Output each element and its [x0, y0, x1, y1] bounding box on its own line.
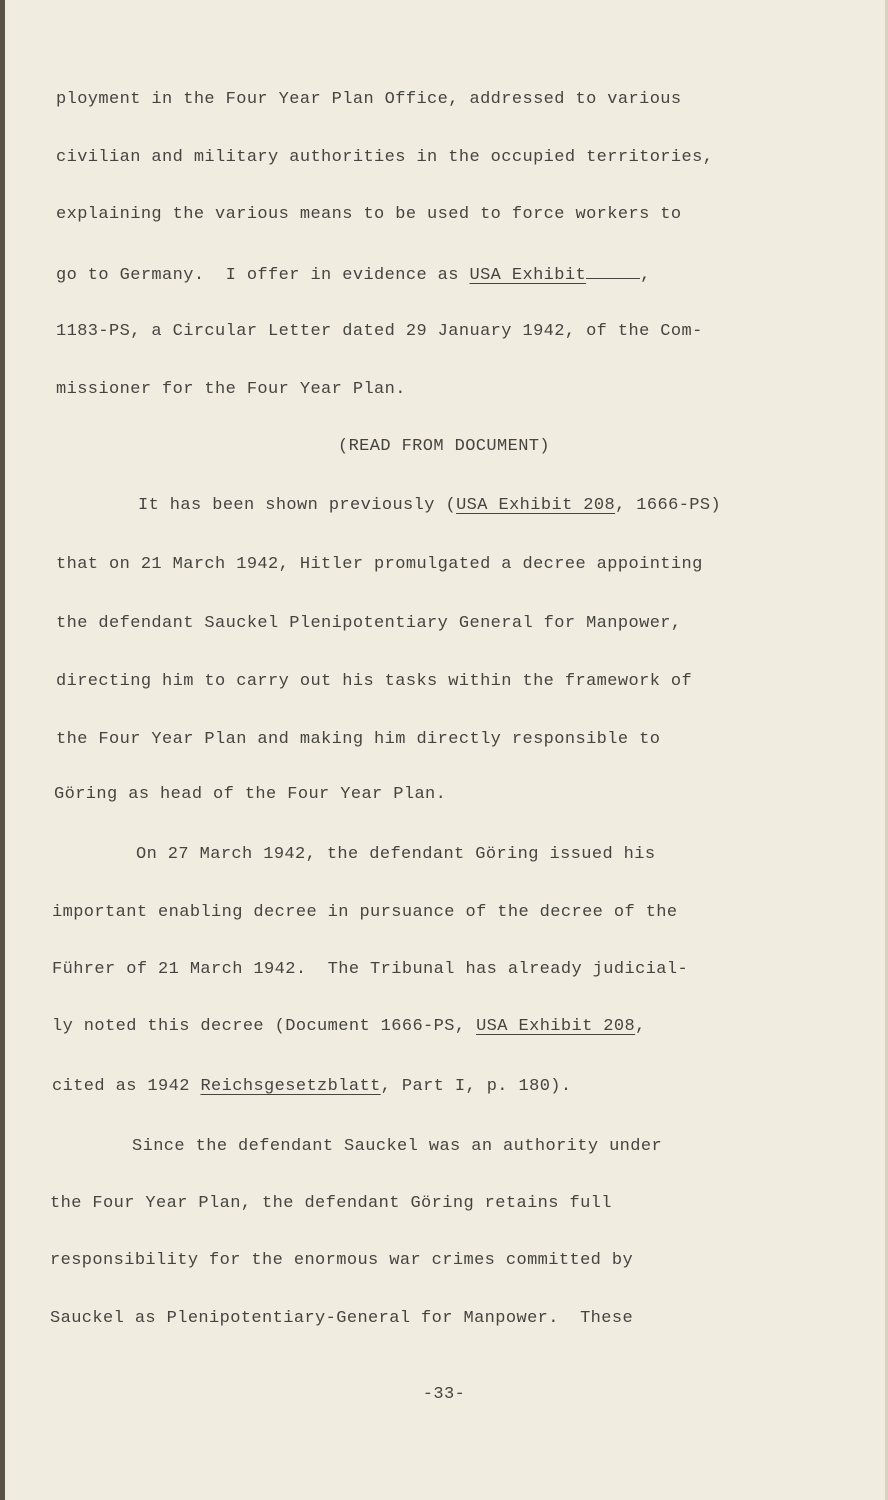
- p1-line-4-text: go to Germany. I offer in evidence as: [56, 266, 470, 285]
- p2-line-4: directing him to carry out his tasks within the framework of: [56, 672, 693, 691]
- p1-line-2: civilian and military authorities in the occupied territories,: [56, 148, 714, 167]
- p3-exhibit-reference: USA Exhibit 208: [476, 1017, 636, 1036]
- p1-line-4: [56, 264, 651, 285]
- p2-exhibit-reference: USA Exhibit 208: [456, 496, 616, 515]
- p2-line-3: the defendant Sauckel Plenipotentiary General for Manpower,: [56, 614, 682, 633]
- p3-line-5-prefix: cited as 1942: [52, 1077, 201, 1096]
- p2-line-1-prefix: It has been shown previously (: [138, 496, 457, 515]
- p2-line-2: that on 21 March 1942, Hitler promulgated a decree appointing: [56, 555, 703, 574]
- p2-line-1: [138, 496, 721, 515]
- p2-line-5: the Four Year Plan and making him directly responsible to: [56, 730, 661, 749]
- p3-line-5-suffix: , Part I, p. 180).: [380, 1077, 572, 1096]
- p3-line-3: Führer of 21 March 1942. The Tribunal has already judicial-: [52, 960, 689, 979]
- page-edge-shadow: [0, 0, 5, 1500]
- read-from-document-note: (READ FROM DOCUMENT): [337, 437, 551, 456]
- p1-line-3: explaining the various means to be used to force workers to: [56, 205, 682, 224]
- p1-line-1: ployment in the Four Year Plan Office, addressed to various: [56, 90, 682, 109]
- p3-line-2: important enabling decree in pursuance of the decree of the: [52, 903, 678, 922]
- reichsgesetzblatt-title: Reichsgesetzblatt: [200, 1077, 381, 1096]
- p1-line-5: 1183-PS, a Circular Letter dated 29 January 1942, of the Com-: [56, 322, 703, 341]
- p4-line-2: the Four Year Plan, the defendant Göring retains full: [50, 1194, 612, 1213]
- p3-line-1: On 27 March 1942, the defendant Göring issued his: [136, 845, 656, 864]
- p3-line-4: [52, 1017, 646, 1036]
- p2-line-6: Göring as head of the Four Year Plan.: [54, 785, 447, 804]
- page-number: -33-: [422, 1385, 466, 1404]
- p3-line-4-suffix: ,: [635, 1017, 646, 1036]
- p1-line-6: missioner for the Four Year Plan.: [56, 380, 406, 399]
- exhibit-reference: USA Exhibit: [469, 266, 587, 285]
- exhibit-comma: ,: [640, 266, 651, 285]
- p4-line-3: responsibility for the enormous war crimes committed by: [50, 1251, 634, 1270]
- p3-line-4-prefix: ly noted this decree (Document 1666-PS,: [52, 1017, 477, 1036]
- p4-line-4: Sauckel as Plenipotentiary-General for Manpower. These: [50, 1309, 634, 1328]
- p4-line-1: Since the defendant Sauckel was an authority under: [132, 1137, 663, 1156]
- exhibit-number-blank: [586, 264, 640, 279]
- p2-line-1-suffix: , 1666-PS): [615, 496, 722, 515]
- p3-line-5: [52, 1077, 572, 1096]
